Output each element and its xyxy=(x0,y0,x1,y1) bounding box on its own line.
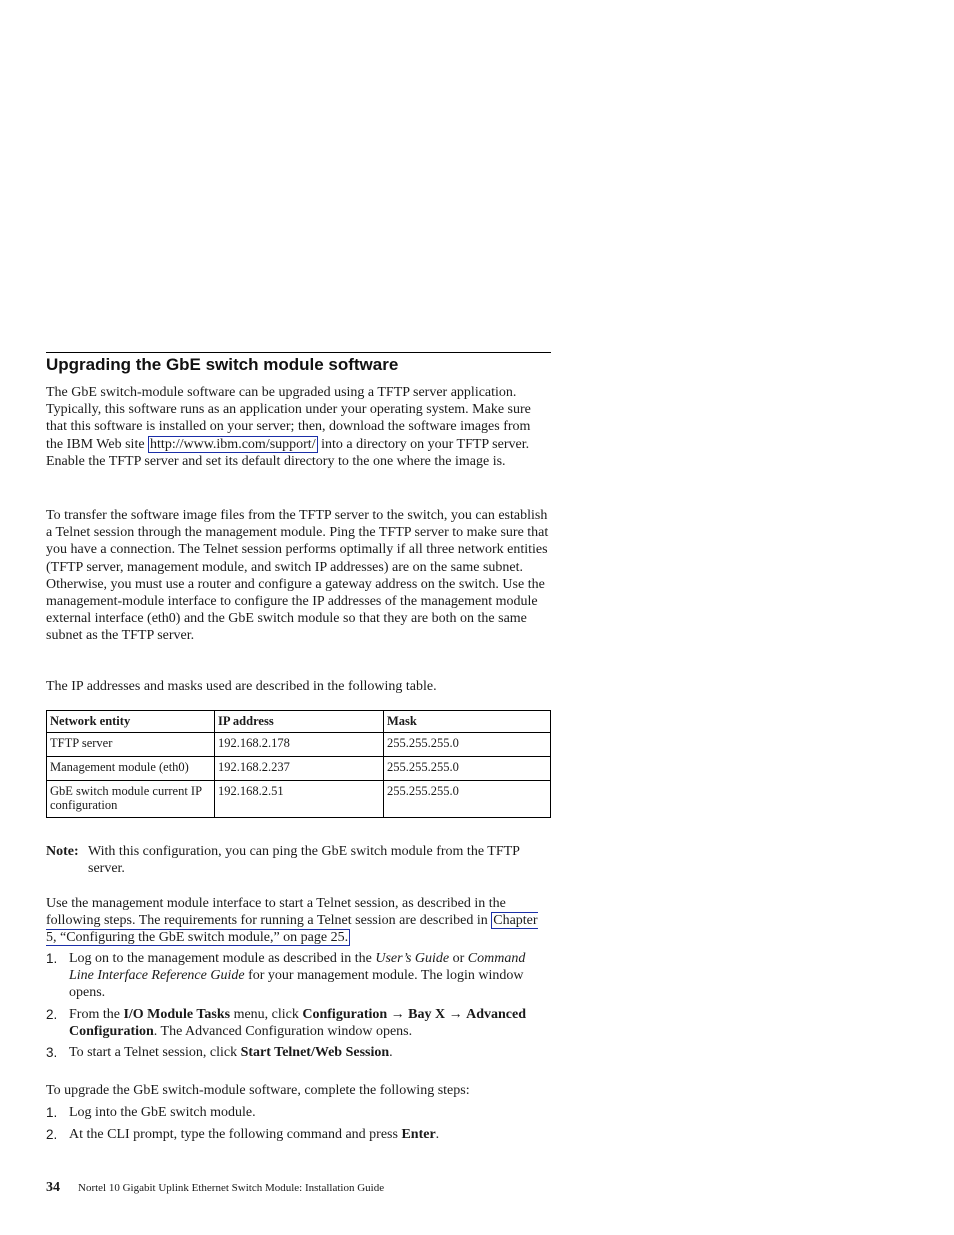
step-text: menu, click xyxy=(230,1006,303,1022)
table-cell: TFTP server xyxy=(47,733,215,757)
intro-text-1: The GbE switch-module software can be upgraded using a TFTP server application. Typically, this software runs as an application under your operating system. Make sure that this software is installed on your server; then, download the software images from the IBM Web site xyxy=(46,385,531,452)
step-number: 1. xyxy=(46,951,58,966)
section-rule xyxy=(46,352,551,353)
list-item xyxy=(46,1006,551,1040)
list-item xyxy=(46,1104,551,1121)
step-number: 2. xyxy=(46,1127,58,1143)
table-cell: 255.255.255.0 xyxy=(384,757,551,781)
page-footer xyxy=(46,1180,384,1196)
advanced-configuration-menu-item: Advanced Configuration xyxy=(69,1006,527,1039)
users-guide-title: User’s Guide xyxy=(375,951,450,966)
table-intro: The IP addresses and masks used are described in the following table. xyxy=(46,679,437,694)
note xyxy=(46,843,551,877)
intro-paragraph xyxy=(46,384,551,470)
note-label: Note: xyxy=(46,844,79,859)
table-cell: 255.255.255.0 xyxy=(384,781,551,818)
list-item xyxy=(46,1126,551,1143)
step-text: or xyxy=(449,951,468,966)
ip-address-table xyxy=(46,710,551,818)
step-number: 2. xyxy=(46,1006,58,1022)
step-text: At the CLI prompt, type the following command and press xyxy=(69,1127,402,1143)
step-text: Log into the GbE switch module. xyxy=(69,1105,256,1120)
step-text: . xyxy=(389,1045,393,1061)
table-cell: 192.168.2.237 xyxy=(215,757,384,781)
table-row xyxy=(47,781,551,818)
table-row xyxy=(47,733,551,757)
chapter-5-link[interactable]: Chapter 5, “Configuring the GbE switch module,” on page 25. xyxy=(46,913,538,946)
header-ip-address: IP address xyxy=(215,711,384,733)
telnet-intro-text: Use the management module interface to start a Telnet session, as described in the following steps. The requirements for running a Telnet session are described in xyxy=(46,896,506,929)
start-telnet-web-session-label: Start Telnet/Web Session xyxy=(240,1045,390,1061)
step-number: 3. xyxy=(46,1045,58,1061)
upgrade-steps-list xyxy=(46,1104,551,1143)
table-cell: GbE switch module current IP configuration xyxy=(47,781,215,818)
transfer-paragraph: To transfer the software image files from the TFTP server to the switch, you can establish a Telnet session through the management module. Ping the TFTP server to make sure that you have a connection. The Telnet session performs optimally if all three network entities (TFTP server, management module, and switch IP addresses) are on the same subnet. Otherwise, you must use a router and configure a gateway address on the switch. Use the management-module interface to configure the IP addresses of the management module external interface (eth0) and the GbE switch module so that they are both on the same subnet as the TFTP server. xyxy=(46,508,549,644)
io-module-tasks-menu: I/O Module Tasks xyxy=(123,1006,231,1022)
arrow-right-icon: → xyxy=(445,1006,467,1022)
telnet-intro-paragraph xyxy=(46,895,551,947)
ibm-support-link[interactable]: http://www.ibm.com/support/ xyxy=(150,436,316,452)
step-text: To start a Telnet session, click xyxy=(69,1045,241,1061)
bay-x-menu-item: Bay X xyxy=(408,1006,446,1022)
table-cell: 192.168.2.178 xyxy=(215,733,384,757)
step-text: Log on to the management module as described in the xyxy=(69,951,376,966)
step-text: From the xyxy=(69,1006,124,1022)
section-title: Upgrading the GbE switch module software xyxy=(46,355,399,374)
note-text: With this configuration, you can ping the GbE switch module from the TFTP server. xyxy=(88,844,520,876)
header-mask: Mask xyxy=(384,711,551,733)
cli-reference-guide-title: Command Line Interface Reference Guide xyxy=(69,951,526,984)
intro-text-2: into a directory on your TFTP server. Enable the TFTP server and set its default directory to the one where the image is. xyxy=(46,436,530,469)
step-text: . xyxy=(435,1127,440,1143)
table-row xyxy=(47,757,551,781)
configuration-menu-item: Configuration xyxy=(302,1006,388,1022)
step-number: 1. xyxy=(46,1105,58,1120)
footer-title: Nortel 10 Gigabit Uplink Ethernet Switch Module: Installation Guide xyxy=(78,1182,385,1194)
telnet-steps-list xyxy=(46,950,551,1061)
step-text: . The Advanced Configuration window opens. xyxy=(153,1023,413,1039)
table-cell: 192.168.2.51 xyxy=(215,781,384,818)
enter-key-label: Enter xyxy=(401,1127,436,1143)
list-item xyxy=(46,1044,551,1061)
step-text: for your management module. The login window opens. xyxy=(69,968,524,1001)
arrow-right-icon: → xyxy=(387,1006,409,1022)
upgrade-intro: To upgrade the GbE switch-module software, complete the following steps: xyxy=(46,1083,470,1098)
list-item xyxy=(46,950,551,1002)
table-cell: 255.255.255.0 xyxy=(384,733,551,757)
page-number: 34 xyxy=(46,1180,60,1195)
table-header-row xyxy=(47,711,551,733)
table-cell: Management module (eth0) xyxy=(47,757,215,781)
header-network-entity: Network entity xyxy=(47,711,215,733)
